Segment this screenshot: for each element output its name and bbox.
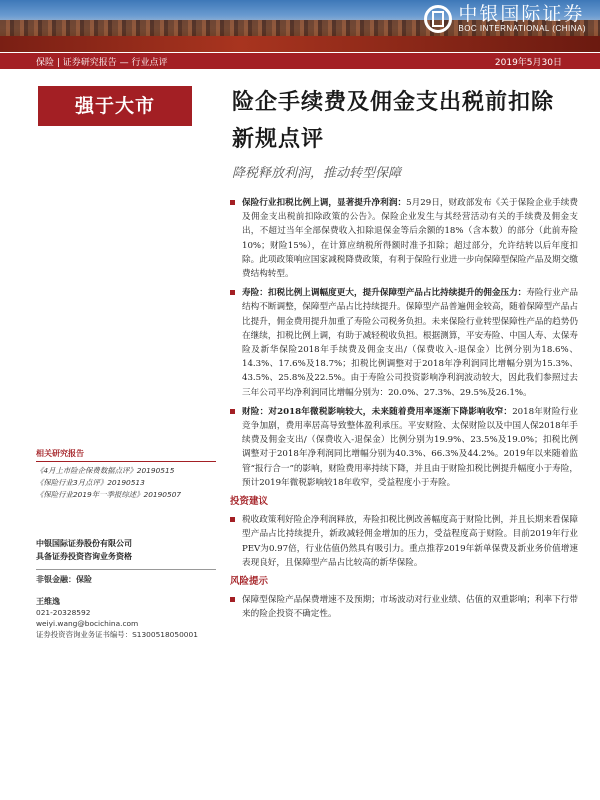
company-qualification: 具备证券投资咨询业务资格 bbox=[36, 552, 132, 561]
bullet-lead: 保险行业扣税比例上调，显著提升净利润： bbox=[242, 198, 407, 208]
analyst-email[interactable]: weiyi.wang@bocichina.com bbox=[36, 619, 139, 628]
header-banner bbox=[0, 0, 600, 52]
analyst-block bbox=[36, 596, 216, 640]
bullet-item bbox=[230, 593, 578, 621]
report-date: 2019年5月30日 bbox=[494, 58, 562, 68]
bullet-text: 寿险行业产品结构不断调整，保障型产品占比持续提升。保障型产品普遍佣金较高，随着保障型产品占比提升，佣金费用提升加重了寿险公司税务负担。未来保险行业转型保障性产品的趋势仍在继续，扣税比例上调，有助于减轻税收负担。根据测算，平安寿险、中国人寿、太保寿险及新华保险2018年手续费及佣金支出/（保费收入-退保金）比例分别为18.6%、14.3%、17.6%及18.7%；扣税比例调整对于2018年净利润同比增幅分别为15.3%、43.5%、25.8%及22.5%。由于寿险公司投资影响净利润波动较大，因此我们参照过去三年公司平均净利润同比增幅分别为：20.0%、27.3%、29.5%及26.1%。 bbox=[242, 288, 578, 398]
company-block bbox=[36, 537, 216, 563]
bullet-square-icon bbox=[230, 200, 235, 205]
report-body bbox=[230, 196, 578, 627]
analyst-name: 王维逸 bbox=[36, 597, 60, 606]
boc-logo-icon bbox=[424, 5, 452, 33]
company-name: 中银国际证券股份有限公司 bbox=[36, 539, 132, 548]
related-report-link[interactable]: 《保险行业3月点评》20190513 bbox=[36, 478, 145, 487]
palace-wall-image bbox=[0, 36, 600, 52]
page-title: 险企手续费及佣金支出税前扣除新规点评 bbox=[232, 89, 555, 152]
bullet-item bbox=[230, 405, 578, 490]
related-report-link[interactable]: 《4月上市险企保费数据点评》20190515 bbox=[36, 466, 175, 475]
bullet-square-icon bbox=[230, 290, 235, 295]
analyst-cert: 证券投资咨询业务证书编号：S1300518050001 bbox=[36, 630, 198, 639]
related-reports-heading: 相关研究报告 bbox=[36, 448, 216, 462]
related-report-link[interactable]: 《保险行业2019年一季报综述》20190507 bbox=[36, 490, 182, 499]
bullet-text: 5月29日，财政部发布《关于保险企业手续费及佣金支出税前扣除政策的公告》。保险企业发生与其经营活动有关的手续费及佣金支出，不超过当年全部保费收入扣除退保金等后余额的18%（含本数）的部分（此前寿险10%；财险15%），在计算应纳税所得额时准予扣除；超过部分，允许结转以后年度扣除。此项政策响应国家减税降费政策，有利于保险行业进一步向保障型保险产品及期交缴费结构转型。 bbox=[242, 198, 578, 280]
boc-logo bbox=[424, 4, 586, 33]
bullet-lead: 寿险：扣税比例上调幅度更大，提升保障型产品占比持续提升的佣金压力： bbox=[242, 288, 527, 299]
bullet-lead: 财险：对2018年微税影响较大，未来随着费用率逐渐下降影响收窄： bbox=[242, 406, 513, 417]
sidebar bbox=[36, 448, 216, 640]
sector-label: 非银金融：保险 bbox=[36, 569, 216, 586]
breadcrumb: 保险 | 证券研究报告 — 行业点评 bbox=[36, 58, 168, 68]
logo-cn-text: 中银国际证券 bbox=[458, 3, 585, 25]
rating-badge: 强于大市 bbox=[38, 86, 192, 126]
invest-heading: 投资建议 bbox=[230, 496, 269, 508]
invest-text: 税收政策利好险企净利润释放，寿险扣税比例改善幅度高于财险比例，并且长期来看保障型产品占比持续提升，新政减轻佣金增加的压力，受益程度高于财险。目前2019年行业PEV为0.97倍，行业估值仍然具有吸引力。重点推荐2019年新单保费及新业务价值增速表现良好，且保障型产品占比较高的新华保险。 bbox=[242, 515, 578, 568]
bullet-item bbox=[230, 196, 578, 281]
bullet-text: 2018年财险行业竞争加剧，费用率居高导致整体盈利承压。平安财险、太保财险以及中国人保2018年手续费及佣金支出/（保费收入-退保金）比例分别为19.9%、23.5%及19.0%；扣税比例调整对于2018年净利润同比增幅分别为40.3%、66.3%及44.2%。2019年以来随着监管“报行合一”的影响，财险费用率持续下降，并且由于财险扣税比例提升幅度小于寿险，预计2019年微税影响较18年收窄，受益程度小于寿险。 bbox=[242, 406, 578, 488]
page-subtitle: 降税释放利润，推动转型保障 bbox=[232, 166, 402, 181]
bullet-square-icon bbox=[230, 409, 235, 414]
bullet-item bbox=[230, 513, 578, 570]
logo-en-text: BOC INTERNATIONAL (CHINA) bbox=[458, 24, 586, 33]
bullet-square-icon bbox=[230, 597, 235, 602]
analyst-phone: 021-20328592 bbox=[36, 608, 91, 617]
risk-heading: 风险提示 bbox=[230, 576, 269, 588]
risk-text: 保障型保险产品保费增速不及预期；市场波动对行业业绩、估值的双重影响；利率下行带来的险企投资不确定性。 bbox=[242, 595, 578, 620]
bullet-item bbox=[230, 286, 578, 400]
bullet-square-icon bbox=[230, 517, 235, 522]
